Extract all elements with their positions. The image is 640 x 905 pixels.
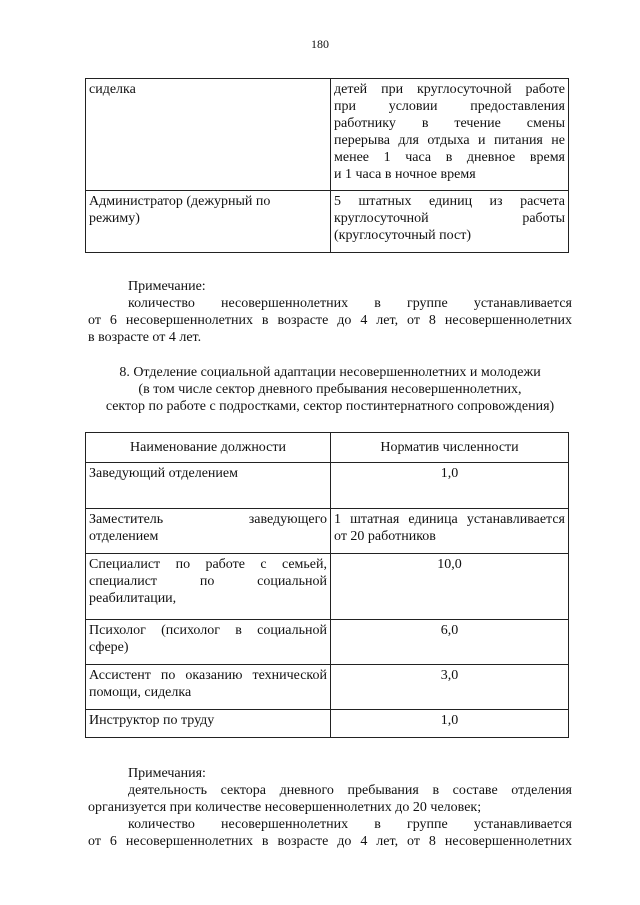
norm-cell (331, 463, 569, 509)
section-title-line: сектор по работе с подростками, сектор постинтернатного сопровождения) (105, 399, 555, 414)
note-1 (88, 278, 572, 346)
position-cell (86, 79, 331, 191)
position-line: отделением (89, 529, 159, 544)
note-line: количество несовершеннолетних в группе устанавливается (128, 817, 572, 832)
note-line: деятельность сектора дневного пребывания в составе отделения (128, 783, 572, 798)
position-line: Психолог (психолог в социальной (89, 623, 327, 638)
norm-line: детей при круглосуточной работе (334, 82, 565, 97)
norm-line: и 1 часа в ночное время (334, 167, 476, 182)
position-cell (86, 554, 331, 620)
position-line: Ассистент по оказанию технической (89, 668, 327, 683)
table-row (86, 710, 569, 738)
norm-cell (331, 191, 569, 253)
page-number: 180 (311, 37, 329, 51)
position-line: сфере) (89, 640, 129, 655)
position-name: сиделка (89, 82, 136, 97)
position-line: режиму) (89, 211, 140, 226)
norm-line: круглосуточной работы (334, 211, 565, 226)
norm-value: 6,0 (440, 623, 459, 638)
section-title (80, 364, 580, 415)
table-row (86, 620, 569, 665)
norm-cell (331, 620, 569, 665)
section-title-line: (в том числе сектор дневного пребывания несовершеннолетних, (138, 382, 522, 397)
position-cell (86, 710, 331, 738)
position-line: Инструктор по труду (89, 713, 215, 728)
table-row (86, 554, 569, 620)
position-cell (86, 620, 331, 665)
norm-cell (331, 554, 569, 620)
table-row (86, 509, 569, 554)
note-line: от 6 несовершеннолетних в возрасте до 4 лет, от 8 несовершеннолетних (88, 313, 572, 328)
norm-value: 3,0 (440, 668, 459, 683)
position-line: Специалист по работе с семьей, (89, 557, 327, 572)
note-title: Примечание: (128, 279, 206, 294)
norm-line: 5 штатных единиц из расчета (334, 194, 565, 209)
staff-table-continued (85, 78, 569, 253)
norm-line: 1 штатная единица устанавливается (334, 512, 565, 527)
norm-line: от 20 работников (334, 529, 436, 544)
section-title-line: 8. Отделение социальной адаптации несовершеннолетних и молодежи (119, 365, 541, 380)
norm-cell (331, 509, 569, 554)
note-line: организуется при количестве несовершеннолетних до 20 человек; (88, 800, 482, 815)
norm-line: перерыва для отдыха и питания не (334, 133, 565, 148)
column-header: Норматив численности (331, 433, 569, 463)
note-2 (88, 765, 572, 850)
table-row (86, 665, 569, 710)
table-row (86, 79, 569, 191)
position-line: помощи, сиделка (89, 685, 192, 700)
position-cell (86, 509, 331, 554)
note-line: в возрасте от 4 лет. (88, 330, 202, 345)
note-line: количество несовершеннолетних в группе устанавливается (128, 296, 572, 311)
position-cell (86, 191, 331, 253)
norm-cell (331, 79, 569, 191)
table-row (86, 463, 569, 509)
norm-cell (331, 710, 569, 738)
position-line: Заведующий отделением (89, 466, 238, 481)
staff-table (85, 432, 569, 738)
position-line: специалист по социальной (89, 574, 327, 589)
position-cell (86, 665, 331, 710)
norm-line: (круглосуточный пост) (334, 228, 472, 243)
norm-line: менее 1 часа в дневное время (334, 150, 565, 165)
position-cell (86, 463, 331, 509)
norm-line: при условии предоставления (334, 99, 565, 114)
table-header-row (86, 433, 569, 463)
column-header: Наименование должности (86, 433, 331, 463)
note-title: Примечания: (128, 766, 206, 781)
norm-value: 10,0 (437, 557, 462, 572)
norm-cell (331, 665, 569, 710)
norm-value: 1,0 (440, 466, 459, 481)
position-line: Администратор (дежурный по (89, 194, 271, 209)
table-row (86, 191, 569, 253)
position-line: Заместитель заведующего (89, 512, 327, 527)
norm-line: работнику в течение смены (334, 116, 565, 131)
norm-value: 1,0 (440, 713, 459, 728)
note-line: от 6 несовершеннолетних в возрасте до 4 лет, от 8 несовершеннолетних (88, 834, 572, 849)
position-line: реабилитации, (89, 591, 177, 606)
